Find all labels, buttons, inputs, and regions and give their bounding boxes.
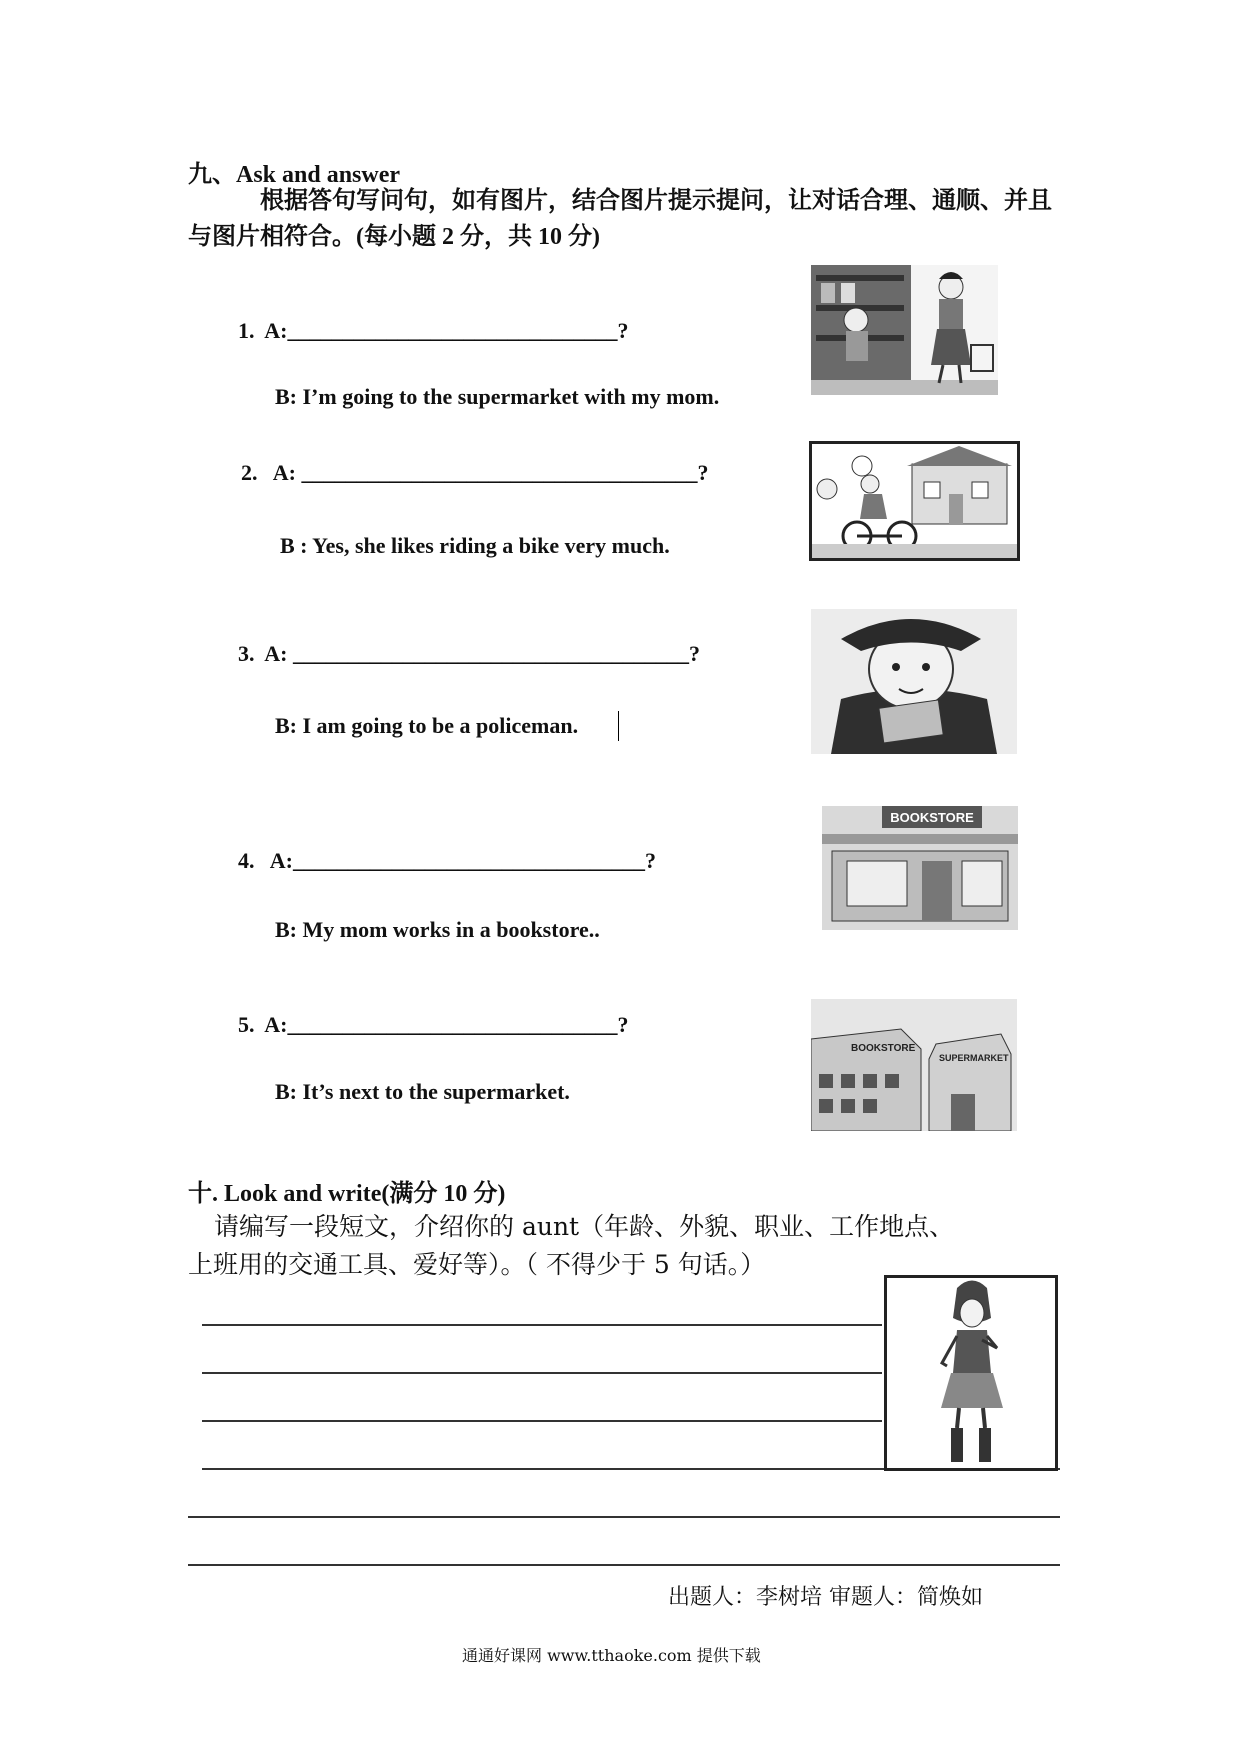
text-cursor xyxy=(618,711,619,741)
writing-line-2[interactable] xyxy=(202,1372,882,1374)
download-site-credit: 通通好课网 www.tthaoke.com 提供下载 xyxy=(462,1646,761,1665)
picture-girl-and-mom-shopping xyxy=(811,265,998,395)
picture-boy-policeman xyxy=(811,609,1017,754)
section-10-intro-line-2: 上班用的交通工具、爱好等）。（ 不得少于 5 句话。） xyxy=(188,1250,766,1279)
answer-1: B: I’m going to the supermarket with my mom. xyxy=(275,384,720,409)
question-2[interactable]: 2. A: ____________________________________? xyxy=(241,460,709,485)
writing-line-1[interactable] xyxy=(202,1324,882,1326)
small-supermarket-text: SUPERMARKET xyxy=(939,1053,1009,1063)
answer-3: B: I am going to be a policeman. xyxy=(275,713,579,738)
answer-4: B: My mom works in a bookstore.. xyxy=(275,917,600,942)
writing-line-6[interactable] xyxy=(188,1564,1060,1566)
picture-bookstore-and-supermarket xyxy=(811,999,1017,1131)
section-10-title: 十. Look and write(满分 10 分) xyxy=(188,1181,506,1207)
answer-2: B : Yes, she likes riding a bike very much. xyxy=(280,533,670,558)
exam-authors: 出题人：李树培 审题人：简焕如 xyxy=(668,1585,983,1610)
question-1[interactable]: 1. A:______________________________? xyxy=(238,318,629,343)
bookstore-sign-text: BOOKSTORE xyxy=(890,810,974,825)
section-9-instructions: 根据答句写问句，如有图片，结合图片提示提问，让对话合理、通顺、并且与图片相符合。(每小题 2 分，共 10 分) xyxy=(188,188,1052,250)
small-bookstore-text: BOOKSTORE xyxy=(851,1043,916,1054)
section-10-intro-line-1: 请编写一段短文，介绍你的 aunt（年龄、外貌、职业、工作地点、 xyxy=(214,1212,955,1241)
answer-5: B: It’s next to the supermarket. xyxy=(275,1079,570,1104)
writing-line-3[interactable] xyxy=(202,1420,882,1422)
section-9-title: 九、Ask and answer xyxy=(188,162,401,188)
writing-line-5[interactable] xyxy=(188,1516,1060,1518)
picture-bookstore xyxy=(822,806,1018,930)
question-3[interactable]: 3. A: ____________________________________? xyxy=(238,641,700,666)
question-4[interactable]: 4. A:________________________________? xyxy=(238,848,656,873)
picture-girl-riding-bike xyxy=(809,441,1020,561)
picture-aunt xyxy=(884,1275,1058,1471)
question-5[interactable]: 5. A:______________________________? xyxy=(238,1012,629,1037)
